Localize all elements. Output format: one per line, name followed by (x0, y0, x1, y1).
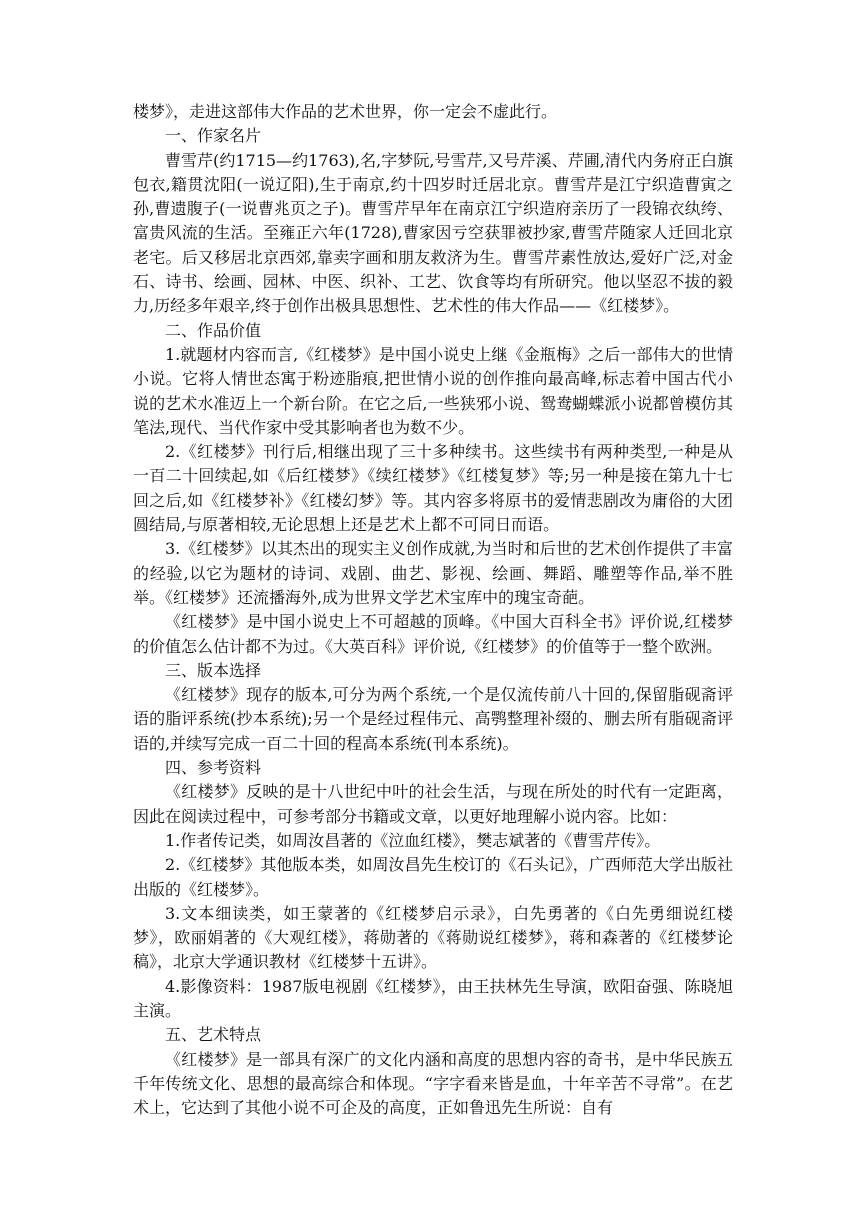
section-heading-author: 一、作家名片 (165, 126, 262, 146)
paragraph: 3.《红楼梦》以其杰出的现实主义创作成就,为当时和后世的艺术创作提供了丰富的经验,以它为题材的诗词、戏剧、曲艺、影视、绘画、舞蹈、雕塑等作品,举不胜举。《红楼梦》还流播海外,成为世界文学艺术宝库中的瑰宝奇葩。 (133, 539, 733, 607)
intro-tail: 楼梦》，走进这部伟大作品的艺术世界，你一定会不虚此行。 (133, 102, 558, 121)
paragraph: 《红楼梦》是中国小说史上不可超越的顶峰。《中国大百科全书》评价说,红楼梦的价值怎么估计都不为过。《大英百科》评价说,《红楼梦》的价值等于一整个欧洲。 (133, 612, 733, 656)
list-item: 3.文本细读类，如王蒙著的《红楼梦启示录》，白先勇著的《白先勇细说红楼梦》，欧丽娟著的《大观红楼》，蒋勋著的《蒋勋说红楼梦》，蒋和森著的《红楼梦论稿》，北京大学通识教材《红楼梦十五讲》。 (133, 903, 733, 972)
section-heading-value: 二、作品价值 (165, 320, 262, 340)
list-item: 2.《红楼梦》其他版本类，如周汝昌先生校订的《石头记》，广西师范大学出版社出版的《红楼梦》。 (133, 855, 733, 899)
paragraph: 《红楼梦》是一部具有深广的文化内涵和高度的思想内容的奇书，是中华民族五千年传统文化、思想的最高综合和体现。“字字看来皆是血，十年辛苦不寻常”。在艺术上，它达到了其他小说不可企及的高度，正如鲁迅先生所说：自有 (133, 1049, 733, 1118)
section-heading-references: 四、参考资料 (165, 758, 262, 778)
list-item: 1.作者传记类，如周汝昌著的《泣血红楼》，樊志斌著的《曹雪芹传》。 (165, 830, 661, 850)
paragraph: 2.《红楼梦》刊行后,相继出现了三十多种续书。这些续书有两种类型,一种是从一百二十回续起,如《后红楼梦》《续红楼梦》《红楼复梦》等;另一种是接在第九十七回之后,如《红楼梦补》《红楼幻梦》等。其内容多将原书的爱情悲剧改为庸俗的大团圆结局,与原著相较,无论思想上还是艺术上都不可同日而语。 (133, 442, 733, 535)
list-item: 4.影像资料：1987版电视剧《红楼梦》，由王扶林先生导演，欧阳奋强、陈晓旭主演。 (133, 976, 733, 1020)
paragraph: 《红楼梦》现存的版本,可分为两个系统,一个是仅流传前八十回的,保留脂砚斋评语的脂评系统(抄本系统);另一个是经过程伟元、高鹗整理补缀的、删去所有脂砚斋评语的,并续写完成一百二十回的程高本系统(刊本系统)。 (133, 685, 733, 753)
section-heading-art: 五、艺术特点 (165, 1025, 262, 1045)
paragraph: 1.就题材内容而言,《红楼梦》是中国小说史上继《金瓶梅》之后一部伟大的世情小说。它将人情世态寓于粉迹脂痕,把世情小说的创作推向最高峰,标志着中国古代小说的艺术水准迈上一个新台阶。在它之后,一些狭邪小说、鸳鸯蝴蝶派小说都曾模仿其笔法,现代、当代作家中受其影响者也为数不少。 (133, 344, 733, 437)
paragraph: 曹雪芹(约1715—约1763),名,字梦阮,号雪芹,又号芹溪、芹圃,清代内务府正白旗包衣,籍贯沈阳(一说辽阳),生于南京,约十四岁时迁居北京。曹雪芹是江宁织造曹寅之孙,曹遗腹子(一说曹兆页之子)。曹雪芹早年在南京江宁织造府亲历了一段锦衣纨绔、富贵风流的生活。至雍正六年(1728),曹家因亏空获罪被抄家,曹雪芹随家人迁回北京老宅。后又移居北京西郊,靠卖字画和朋友救济为生。曹雪芹素性放达,爱好广泛,对金石、诗书、绘画、园林、中医、织补、工艺、饮食等均有所研究。他以坚忍不拔的毅力,历经多年艰辛,终于创作出极具思想性、艺术性的伟大作品——《红楼梦》。 (133, 150, 733, 316)
section-heading-edition: 三、版本选择 (165, 660, 262, 680)
paragraph: 《红楼梦》反映的是十八世纪中叶的社会生活，与现在所处的时代有一定距离，因此在阅读过程中，可参考部分书籍或文章，以更好地理解小说内容。比如： (133, 782, 733, 826)
document-page (133, 100, 733, 1120)
